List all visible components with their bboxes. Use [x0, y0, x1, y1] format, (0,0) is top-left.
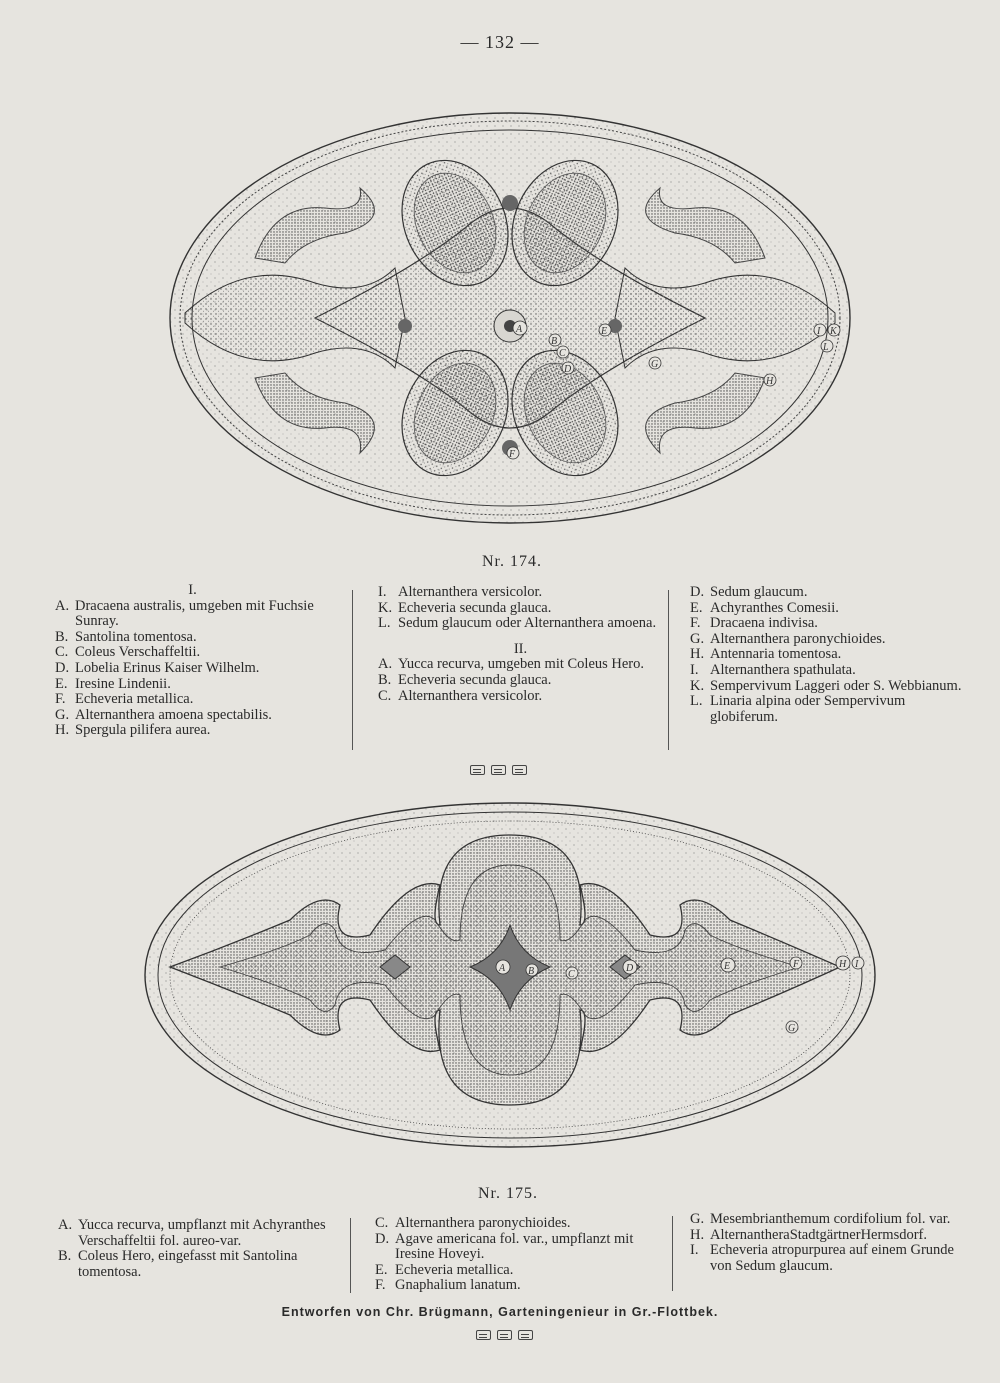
legend-item: H. AlternantheraStadtgärtnerHermsdorf. [690, 1226, 928, 1243]
legend-item: B. Echeveria secunda glauca. [378, 671, 552, 688]
plan174-label-E: E [601, 326, 608, 337]
plan175-label-E: E [724, 961, 731, 972]
plan175-label-I: I [855, 959, 859, 970]
plan175-label-H: H [839, 959, 847, 970]
legend-item: D. Sedum glaucum. [690, 584, 808, 600]
flowerbed-plan-174 [165, 108, 855, 528]
legend-item: C. Alternanthera versicolor. [378, 687, 543, 704]
legend-item: K. Echeveria secunda glauca. [378, 599, 552, 616]
legend-item: G. Alternanthera amoena spectabilis. [55, 706, 272, 723]
legend-item: F. Echeveria metallica. [55, 691, 194, 708]
plan174-label-K: K [830, 326, 837, 337]
legend-item: A. Dracaena australis, umgeben mit Fuchsie Sunray. [55, 597, 314, 630]
legend-item: E. Achyranthes Comesii. [690, 599, 839, 616]
legend-item: K. Sempervivum Laggeri oder S. Webbianum. [690, 677, 962, 694]
figure-caption-175: Nr. 175. [478, 1185, 538, 1202]
legend-item: B. Coleus Hero, eingefasst mit Santolina tomentosa. [58, 1248, 298, 1280]
legend-175-col-1 [58, 1218, 338, 1280]
plan175-label-C: C [568, 969, 575, 980]
plan175-label-B: B [528, 966, 535, 977]
figure-caption-174: Nr. 174. [482, 553, 542, 570]
legend-item: I. Echeveria atropurpurea auf einem Grunde von Sedum glaucum. [690, 1242, 954, 1274]
legend-item: E. Iresine Lindenii. [55, 675, 171, 692]
legend-item: L. Sedum glaucum oder Alternanthera amoena. [378, 615, 657, 632]
flowerbed-plan-175 [140, 795, 880, 1155]
plan174-label-F: F [509, 449, 516, 460]
legend-item: I. Alternanthera versicolor. [378, 584, 543, 600]
plan174-label-L: L [823, 342, 829, 353]
legend-174-group-1 [55, 583, 340, 739]
page-number: — 132 — [460, 32, 540, 52]
legend-item: C. Alternanthera paronychioides. [375, 1215, 571, 1231]
column-divider [672, 1216, 673, 1291]
legend-174-right [690, 585, 965, 725]
plan174-label-D: D [564, 364, 572, 375]
plan175-label-A: A [499, 963, 506, 974]
legend-group-header: I. [188, 582, 197, 598]
plan174-label-I: I [817, 326, 821, 337]
ornament-separator [470, 765, 527, 775]
legend-group-header: II. [513, 640, 528, 657]
legend-item: A. Yucca recurva, umgeben mit Coleus Hero. [378, 656, 645, 673]
plan174-label-B: B [551, 336, 558, 347]
plan174-label-G: G [651, 359, 659, 370]
legend-item: I. Alternanthera spathulata. [690, 661, 856, 678]
legend-174-middle [378, 585, 663, 704]
legend-175-col-3 [690, 1212, 965, 1274]
legend-item: L. Linaria alpina oder Sempervivum globiferum. [690, 693, 906, 725]
legend-item: F. Dracaena indivisa. [690, 615, 818, 632]
legend-item: G. Mesembrianthemum cordifolium fol. var. [690, 1211, 951, 1227]
plan175-label-D: D [626, 963, 634, 974]
column-divider [668, 590, 669, 750]
ornament-separator [476, 1330, 533, 1340]
column-divider [350, 1218, 351, 1293]
legend-item: G. Alternanthera paronychioides. [690, 630, 886, 647]
legend-item: C. Coleus Verschaffeltii. [55, 644, 201, 661]
plan175-label-F: F [793, 959, 800, 970]
legend-item: B. Santolina tomentosa. [55, 628, 197, 645]
plan175-label-G: G [788, 1023, 796, 1034]
legend-175-col-2 [375, 1216, 660, 1294]
plan174-label-H: H [766, 376, 774, 387]
plan174-label-C: C [559, 348, 566, 359]
designer-credit: Entworfen von Chr. Brügmann, Garteningenieur in Gr.-Flottbek. [281, 1305, 719, 1319]
legend-item: E. Echeveria metallica. [375, 1261, 514, 1278]
legend-item: H. Antennaria tomentosa. [690, 646, 842, 663]
legend-item: H. Spergula pilifera aurea. [55, 722, 211, 739]
legend-item: A. Yucca recurva, umpflanzt mit Achyranthes Verschaffeltii fol. aureo-var. [58, 1217, 326, 1249]
column-divider [352, 590, 353, 750]
legend-item: F. Gnaphalium lanatum. [375, 1277, 521, 1294]
legend-item: D. Lobelia Erinus Kaiser Wilhelm. [55, 659, 260, 676]
plan174-label-A: A [516, 324, 523, 335]
legend-item: D. Agave americana fol. var., umpflanzt mit Iresine Hoveyi. [375, 1230, 634, 1263]
